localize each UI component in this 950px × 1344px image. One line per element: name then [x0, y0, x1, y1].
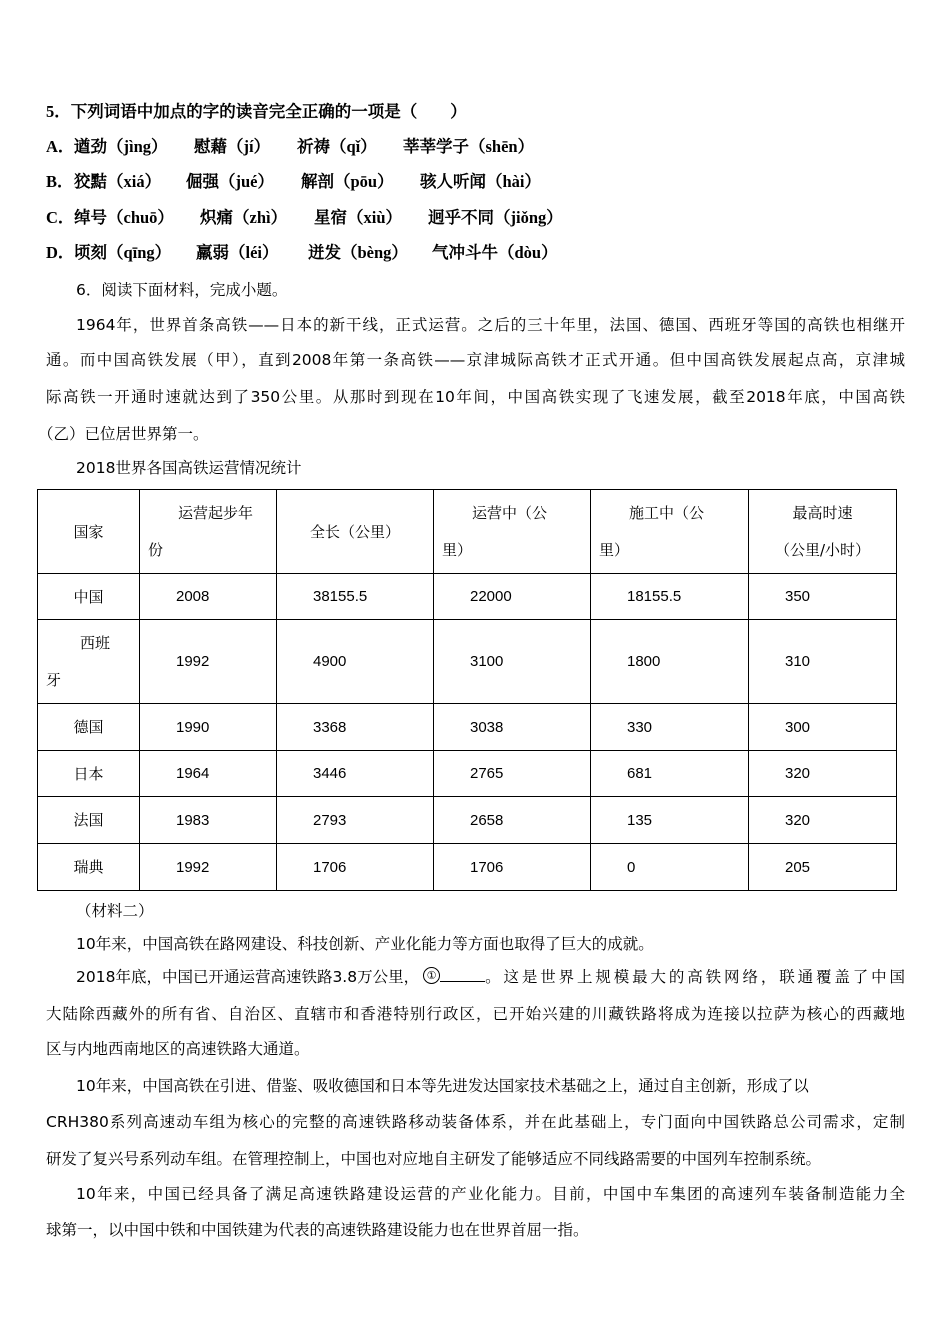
option-label: B．	[46, 172, 74, 191]
q5-option-a	[46, 137, 906, 159]
cell-text: 中国	[73, 587, 104, 606]
table-cell	[277, 704, 434, 751]
fill-blank	[440, 967, 485, 982]
cell-text: 国家	[73, 522, 104, 541]
country-cell	[38, 751, 140, 797]
cell-value: 1706	[313, 858, 347, 876]
cell-value: 1964	[176, 765, 210, 782]
m2-para2-end: 。这是世界上规模最大的高铁网络，联通覆盖了中国	[485, 968, 905, 986]
cell-value: 4900	[313, 653, 347, 670]
table-cell	[277, 751, 434, 797]
table-cell	[591, 797, 749, 844]
cell-value: 350	[785, 588, 811, 605]
blank-number: ①	[423, 967, 440, 984]
table-cell	[140, 844, 277, 891]
cell-value: 38155.5	[313, 588, 368, 605]
option-word: 慰藉（jí）	[194, 137, 271, 156]
table-header-cell	[140, 490, 277, 574]
m2-para1: 10年来，中国高铁在路网建设、科技创新、产业化能力等方面也取得了巨大的成就。	[76, 935, 654, 953]
table-cell	[591, 620, 749, 704]
m2-para2-line1	[76, 967, 905, 987]
option-word: 骇人听闻（hài）	[420, 172, 542, 191]
cell-value: 135	[627, 811, 653, 829]
cell-value: 1992	[176, 858, 210, 876]
table-header-cell	[749, 490, 897, 574]
table-cell	[277, 574, 434, 620]
table-cell	[591, 574, 749, 620]
country-cell	[38, 797, 140, 844]
table-cell	[434, 751, 591, 797]
option-word: 顷刻（qīng）	[74, 243, 172, 262]
table-cell	[434, 574, 591, 620]
cell-value: 2765	[470, 765, 504, 782]
cell-value: 1992	[176, 653, 210, 670]
country-cell	[38, 704, 140, 751]
cell-value: 300	[785, 718, 811, 736]
cell-text: 施工中（公	[629, 503, 705, 522]
cell-text: 里）	[599, 540, 630, 559]
table-cell	[140, 704, 277, 751]
option-word: 绰号（chuō）	[74, 208, 174, 227]
table-cell	[591, 751, 749, 797]
table-cell	[749, 844, 897, 891]
table-row	[38, 620, 897, 704]
para1-line: 际高铁一开通时速就达到了350公里。从那时到现在10年间，中国高铁实现了飞速发展，截至2018年底，中国高铁	[46, 388, 905, 406]
cell-text: 份	[148, 540, 164, 559]
option-word: 遒劲（jìng）	[74, 137, 168, 156]
cell-text: 德国	[73, 718, 104, 736]
country-cell	[38, 620, 140, 704]
table-header-cell	[38, 490, 140, 574]
cell-value: 2793	[313, 811, 347, 829]
cell-text: 牙	[46, 670, 62, 689]
m2-para4-line: 10年来，中国已经具备了满足高速铁路建设运营的产业化能力。目前，中国中车集团的高速列车装备制造能力全	[76, 1185, 905, 1203]
table-row	[38, 844, 897, 891]
cell-value: 320	[785, 811, 811, 829]
table-row	[38, 574, 897, 620]
option-label: D．	[46, 243, 75, 262]
table-cell	[749, 704, 897, 751]
table-header-row	[38, 490, 897, 574]
table-cell	[277, 620, 434, 704]
option-word: 解剖（pōu）	[301, 172, 394, 191]
table-header-cell	[591, 490, 749, 574]
table-cell	[277, 797, 434, 844]
q5-option-d	[46, 243, 906, 265]
cell-text: 里）	[442, 540, 473, 559]
hsr-stats-table	[37, 489, 897, 891]
table-cell	[749, 620, 897, 704]
m2-para4-line: 球第一，以中国中铁和中国铁建为代表的高速铁路建设能力也在世界首屈一指。	[46, 1221, 589, 1239]
cell-text: 最高时速	[792, 503, 853, 522]
cell-text: 全长（公里）	[309, 522, 400, 541]
table-cell	[434, 844, 591, 891]
cell-value: 1990	[176, 718, 210, 736]
table-cell	[591, 844, 749, 891]
table-header-cell	[434, 490, 591, 574]
para1-line: 1964年，世界首条高铁——日本的新干线，正式运营。之后的三十年里，法国、德国、西班牙等国的高铁也相继开	[76, 316, 905, 334]
cell-value: 2008	[176, 588, 210, 605]
cell-value: 330	[627, 718, 653, 736]
country-cell	[38, 574, 140, 620]
table-header-cell	[277, 490, 434, 574]
option-word: 祈祷（qǐ）	[297, 137, 377, 156]
table-row	[38, 704, 897, 751]
table-cell	[434, 620, 591, 704]
table-row	[38, 751, 897, 797]
cell-value: 310	[785, 653, 811, 670]
option-word: 气冲斗牛（dòu）	[432, 243, 558, 262]
cell-value: 1983	[176, 811, 210, 829]
m2-para3-line: CRH380系列高速动车组为核心的完整的高速铁路移动装备体系，并在此基础上，专门面向中国铁路总公司需求，定制	[46, 1113, 905, 1131]
table-cell	[140, 574, 277, 620]
q5-option-b	[46, 172, 906, 194]
q6-stem: 6．阅读下面材料，完成小题。	[76, 281, 288, 299]
cell-text: （公里/小时）	[774, 540, 871, 559]
para1-line: （乙）已位居世界第一。	[38, 425, 209, 443]
table-row	[38, 797, 897, 844]
m2-para2-line: 区与内地西南地区的高速铁路大通道。	[46, 1040, 310, 1058]
option-label: A．	[46, 137, 75, 156]
m2-para3-line: 研发了复兴号系列动车组。在管理控制上，中国也对应地自主研发了能够适应不同线路需要的中国列车控制系统。	[46, 1150, 822, 1168]
cell-value: 18155.5	[627, 588, 682, 605]
cell-value: 0	[627, 858, 636, 876]
option-word: 羸弱（léi）	[196, 243, 279, 262]
cell-value: 3446	[313, 765, 347, 782]
cell-value: 1706	[470, 858, 504, 876]
option-label: C．	[46, 208, 75, 227]
option-word: 炽痛（zhì）	[200, 208, 288, 227]
table-title: 2018世界各国高铁运营情况统计	[76, 459, 302, 477]
cell-value: 3038	[470, 718, 504, 736]
cell-text: 运营中（公	[472, 503, 548, 522]
cell-value: 3100	[470, 653, 504, 670]
table-cell	[140, 797, 277, 844]
m2-para3-line: 10年来，中国高铁在引进、借鉴、吸收德国和日本等先进发达国家技术基础之上，通过自主创新，形成了以	[76, 1077, 809, 1095]
country-cell	[38, 844, 140, 891]
material2-label: （材料二）	[76, 902, 154, 920]
table-cell	[434, 797, 591, 844]
cell-value: 3368	[313, 718, 347, 736]
cell-text: 法国	[73, 811, 104, 829]
table-cell	[749, 797, 897, 844]
table-cell	[591, 704, 749, 751]
cell-text: 瑞典	[73, 858, 104, 876]
table-cell	[749, 574, 897, 620]
q5-option-c	[46, 208, 906, 230]
option-word: 星宿（xiù）	[314, 208, 403, 227]
table-cell	[277, 844, 434, 891]
table-cell	[749, 751, 897, 797]
cell-text: 运营起步年	[178, 503, 254, 522]
m2-para2-start: 2018年底，中国已开通运营高速铁路3.8万公里，	[76, 968, 420, 986]
cell-text: 西班	[80, 633, 111, 652]
cell-text: 日本	[73, 764, 104, 783]
cell-value: 681	[627, 765, 653, 782]
option-word: 莘莘学子（shēn）	[403, 137, 535, 156]
option-word: 狡黠（xiá）	[74, 172, 162, 191]
cell-value: 320	[785, 765, 811, 782]
cell-value: 2658	[470, 811, 504, 829]
cell-value: 205	[785, 858, 811, 876]
option-word: 迸发（bèng）	[308, 243, 408, 262]
option-word: 倔强（jué）	[186, 172, 274, 191]
table-cell	[140, 620, 277, 704]
m2-para2-line: 大陆除西藏外的所有省、自治区、直辖市和香港特别行政区，已开始兴建的川藏铁路将成为连接以拉萨为核心的西藏地	[46, 1005, 905, 1023]
option-word: 迥乎不同（jiǒng）	[428, 208, 563, 227]
q5-stem: 5．下列词语中加点的字的读音完全正确的一项是（ ）	[46, 102, 467, 121]
table-cell	[434, 704, 591, 751]
cell-value: 22000	[470, 588, 512, 605]
para1-line: 通。而中国高铁发展（甲），直到2008年第一条高铁——京津城际高铁才正式开通。但中国高铁发展起点高，京津城	[46, 351, 905, 369]
table-cell	[140, 751, 277, 797]
cell-value: 1800	[627, 653, 661, 670]
